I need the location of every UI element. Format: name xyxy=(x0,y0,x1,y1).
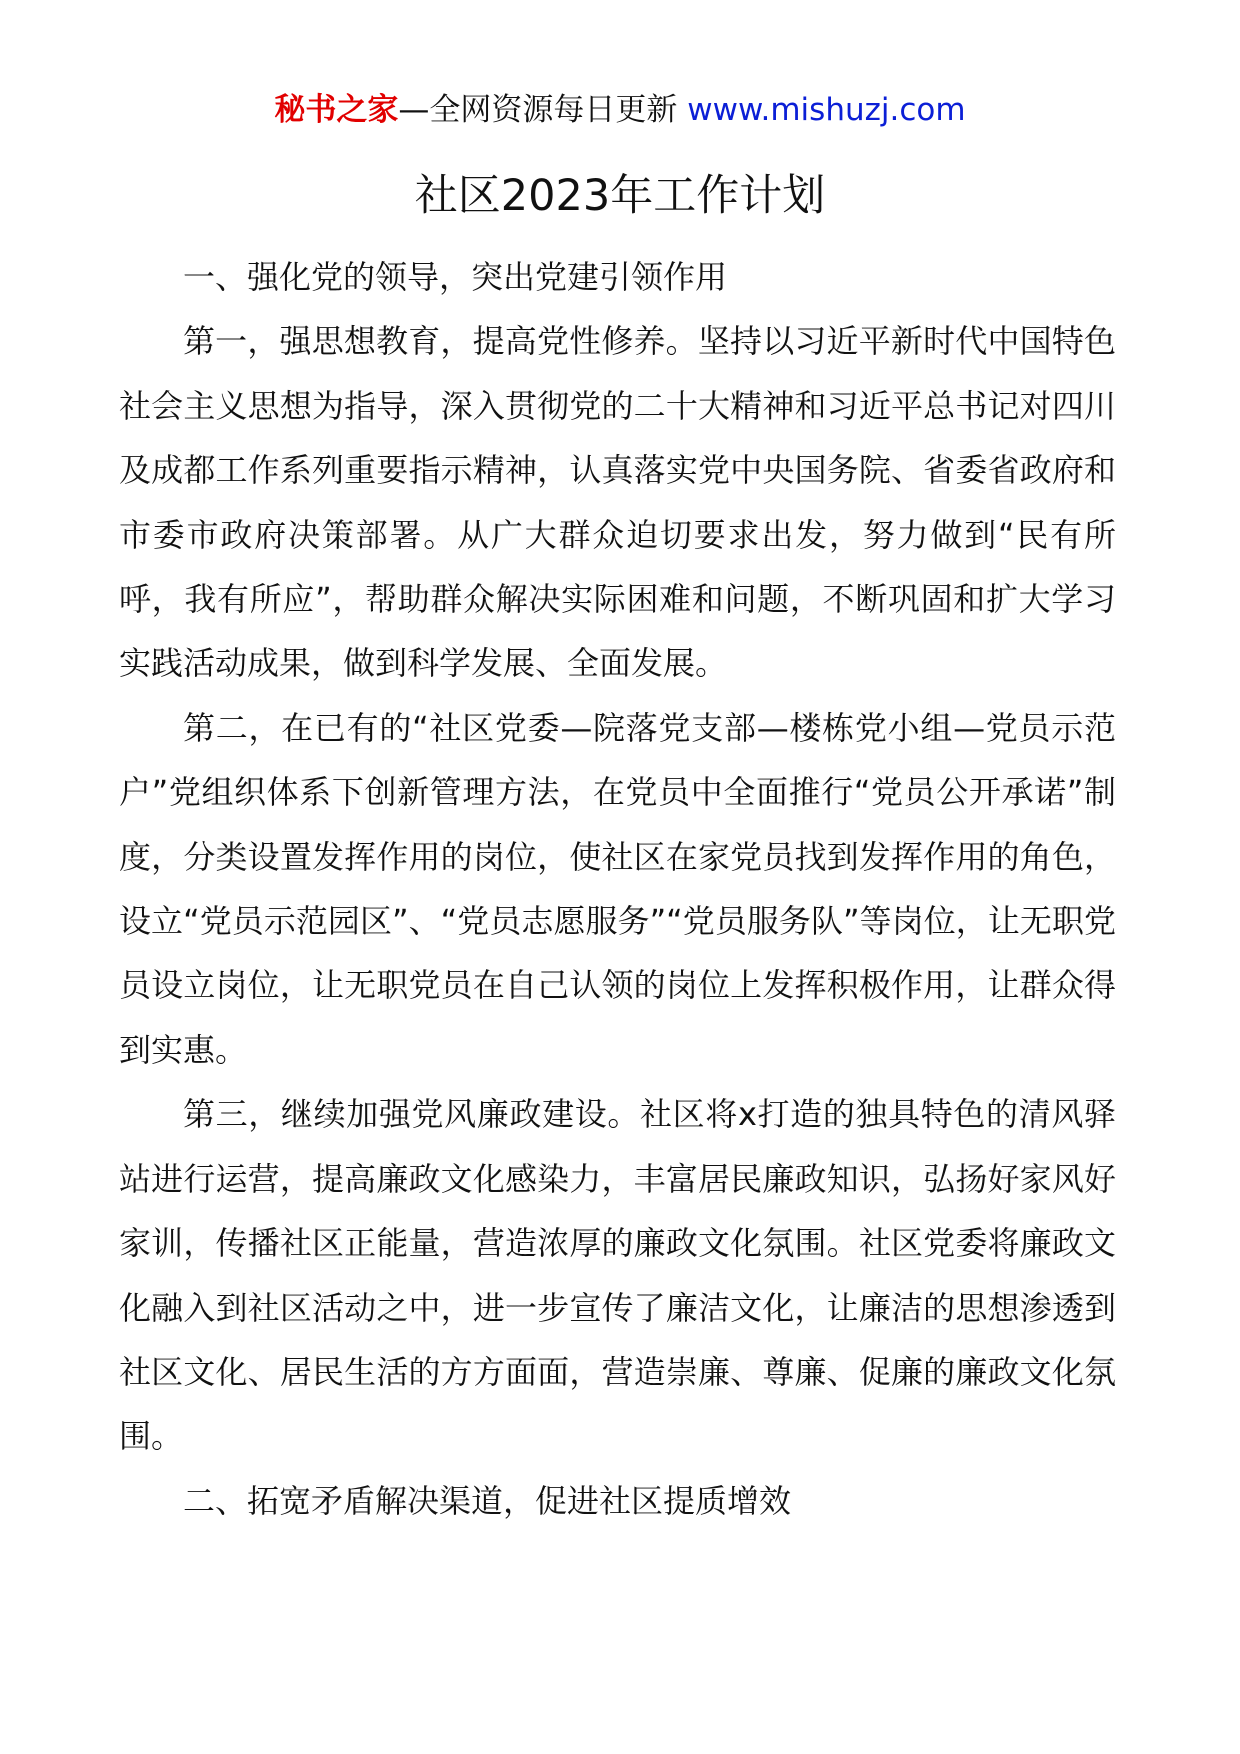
section-heading-2: 二、拓宽矛盾解决渠道，促进社区提质增效 xyxy=(183,1481,792,1520)
paragraph-2: 第二，在已有的“社区党委—院落党支部—楼栋党小组—党员示范户”党组织体系下创新管理方法，在党员中全面推行“党员公开承诺”制度，分类设置发挥作用的岗位，使社区在家党员找到发挥作用的角色，设立“党员示范园区”、“党员志愿服务”“党员服务队”等岗位，让无职党员设立岗位，让无职党员在自己认领的岗位上发挥积极作用，让群众得到实惠。 xyxy=(119,708,1116,1069)
section-heading-1: 一、强化党的领导，突出党建引领作用 xyxy=(183,258,728,296)
document-title: 社区2023年工作计划 xyxy=(414,171,826,221)
paragraph-3: 第三，继续加强党风廉政建设。社区将x打造的独具特色的清风驿站进行运营，提高廉政文化感染力，丰富居民廉政知识，弘扬好家风好家训，传播社区正能量，营造浓厚的廉政文化氛围。社区党委将廉政文化融入到社区活动之中，进一步宣传了廉洁文化，让廉洁的思想渗透到社区文化、居民生活的方方面面，营造崇廉、尊廉、促廉的廉政文化氛围。 xyxy=(119,1095,1116,1456)
document-body xyxy=(119,245,1116,1533)
header-tagline: —全网资源每日更新 xyxy=(398,92,688,128)
brand-name: 秘书之家 xyxy=(274,92,399,128)
paragraph-1: 第一，强思想教育，提高党性修养。坚持以习近平新时代中国特色社会主义思想为指导，深入贯彻党的二十大精神和习近平总书记对四川及成都工作系列重要指示精神，认真落实党中央国务院、省委省政府和市委市政府决策部署。从广大群众迫切要求出发，努力做到“民有所呼，我有所应”，帮助群众解决实际困难和问题，不断巩固和扩大学习实践活动成果，做到科学发展、全面发展。 xyxy=(119,322,1116,683)
site-header xyxy=(0,86,1240,134)
site-url-link[interactable]: www.mishuzj.com xyxy=(687,92,966,128)
